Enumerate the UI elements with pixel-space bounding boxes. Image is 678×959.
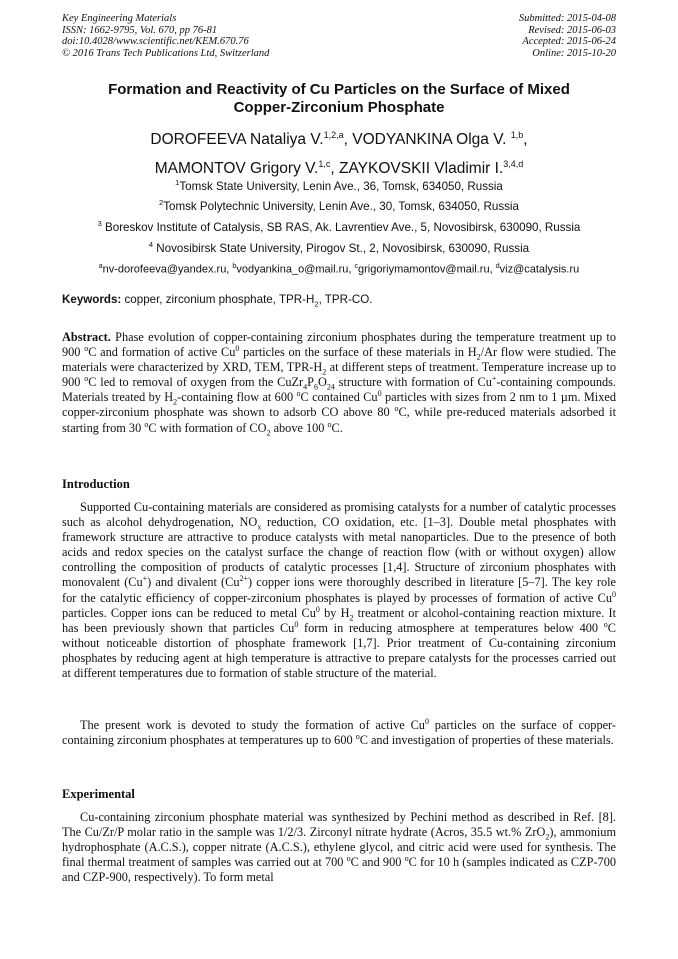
subscript: 2 [173, 397, 178, 407]
affiliation-1 [40, 176, 638, 194]
author-sep: , [343, 131, 353, 149]
abstract-text: above 100 [270, 420, 328, 435]
body-text: treatment or alcohol-containing reaction mixture. It has been previously shown that particles Cu [62, 605, 616, 635]
journal-info [62, 13, 269, 59]
author-affil-sup: 3,4,d [503, 159, 524, 170]
abstract-text: particles with sizes from 2 nm to 1 µm. Mixed copper-zirconium phosphate was shown to adsorb CO above 80 [62, 390, 616, 420]
accepted-date: Accepted: 2015-06-24 [522, 36, 616, 48]
affiliation-sup: 1 [175, 178, 180, 187]
affiliation-text: Novosibirsk State University, Pirogov St., 2, Novosibirsk, 630090, Russia [153, 241, 530, 255]
degree-sup: o [355, 732, 360, 741]
email-sup: c [354, 263, 358, 270]
degree-sup: o [296, 389, 301, 399]
oxidation-sup: 0 [377, 389, 382, 399]
oxidation-sup: 0 [315, 604, 320, 614]
body-text: Supported Cu-containing materials are considered as promising catalysts for a number of catalytic processes such as alcohol dehydrogenation, NO [62, 500, 616, 530]
oxidation-sup: + [142, 574, 148, 584]
author-sep: , [523, 131, 528, 149]
affiliation-4 [40, 238, 638, 256]
keywords-text: , TPR-CO. [318, 293, 373, 306]
abstract-text: -containing flow at 600 [177, 390, 297, 405]
email-sup: a [98, 263, 103, 270]
email-link[interactable]: viz@catalysis.ru [499, 263, 580, 276]
body-text: C for 10 h (samples indicated as CZP-700 and CZP-900, respectively). To form metal [62, 855, 616, 885]
author-affil-sup: 1,c [318, 159, 331, 170]
affiliation-text: Tomsk Polytechnic University, Lenin Ave., 30, Tomsk, 634050, Russia [163, 199, 519, 213]
keywords-label: Keywords: [62, 293, 122, 306]
abstract-text: /Ar flow were studied. The materials were characterized by XRD, TEM, TPR-H [62, 345, 616, 375]
revised-date: Revised: 2015-06-03 [528, 24, 616, 36]
subscript: 2 [476, 352, 481, 362]
abstract-text: particles on the surface of these materials in H [239, 345, 477, 360]
title-line-2: Copper-Zirconium Phosphate [233, 99, 445, 116]
author-name: DOROFEEVA Nataliya V. [150, 131, 324, 149]
body-text: form in reducing atmosphere at temperatures below 400 [298, 620, 604, 635]
subscript: x [257, 522, 262, 532]
oxidation-sup: 2+ [239, 574, 249, 584]
abstract-text: C. [331, 420, 343, 435]
abstract-text: Phase evolution of copper-containing zirconium phosphates during the temperature treatment up to 900 [62, 330, 616, 360]
submission-dates [519, 13, 616, 59]
affiliation-sup: 2 [159, 198, 164, 207]
subscript: 2 [545, 832, 550, 842]
abstract [62, 330, 616, 436]
body-text: C and investigation of properties of these materials. [359, 733, 614, 748]
author-emails [20, 260, 658, 277]
affiliation-text: Boreskov Institute of Catalysis, SB RAS, Ak. Lavrentiev Ave., 5, Novosibirsk, 630090, Russia [101, 220, 581, 234]
affiliation-2 [40, 196, 638, 214]
affiliation-text: Tomsk State University, Lenin Ave., 36, Tomsk, 634050, Russia [179, 179, 503, 193]
affiliation-3 [40, 217, 638, 235]
body-text: by H [319, 605, 350, 620]
degree-sup: o [404, 854, 409, 864]
oxidation-sup: + [491, 374, 497, 384]
journal-doi: doi:10.4028/www.scientific.net/KEM.670.76 [62, 36, 249, 48]
abstract-text: C and formation of active Cu [88, 345, 236, 360]
keywords-text: copper, zirconium phosphate, TPR-H [121, 293, 315, 306]
abstract-text: C with formation of CO [148, 420, 267, 435]
abstract-text: O [317, 375, 327, 390]
body-text: ), ammonium hydrophosphate (A.C.S.), copper nitrate (A.C.S.), ethylene glycol, and citric acid were used for synthesis. The final thermal treatment of samples was carried out at 700 [62, 825, 617, 870]
affiliation-sup: 3 [97, 219, 102, 228]
journal-name: Key Engineering Materials [62, 13, 177, 24]
affiliation-sup: 4 [148, 240, 154, 249]
abstract-text: C, while pre-reduced materials adsorbed it starting from 30 [62, 405, 616, 435]
degree-sup: o [84, 374, 89, 384]
keywords [62, 293, 616, 311]
abstract-text: P [307, 375, 314, 390]
journal-copyright: © 2016 Trans Tech Publications Ltd, Switzerland [62, 47, 270, 59]
author-name: MAMONTOV Grigory V. [154, 160, 319, 178]
body-text: Cu-containing zirconium phosphate material was synthesized by Pechini method as described in Ref. [8]. The Cu/Zr/P molar ratio in the sample was 1/2/3. Zirconyl nitrate hydrate (Acros, 35.5 wt.% ZrO [62, 810, 616, 840]
author-name: VODYANKINA Olga V. [352, 131, 511, 149]
body-text: particles. Copper ions can be reduced to metal Cu [62, 605, 316, 620]
author-list [62, 123, 616, 181]
subscript: 4 [303, 382, 308, 392]
email-link[interactable]: grigoriymamontov@mail.ru, [358, 263, 496, 276]
oxidation-sup: 0 [612, 589, 616, 599]
abstract-text: at different steps of treatment. Temperature increase up to 900 [62, 360, 616, 390]
email-link[interactable]: nv-dorofeeva@yandex.ru, [102, 263, 233, 276]
degree-sup: o [144, 419, 149, 429]
journal-issn: ISSN: 1662-9795, Vol. 670, pp 76-81 [62, 24, 218, 36]
author-name: ZAYKOVSKII Vladimir I. [339, 160, 504, 178]
subscript: 2 [314, 299, 319, 309]
abstract-text: -containing compounds. Materials treated by H [62, 375, 616, 405]
body-text: reduction, CO oxidation, etc. [1–3]. Double metal phosphates with framework structure are attractive to produce catalysts with metal nanoparticles. Due to the presence of both acids and redox species on the catalyst surface the change of reaction flow (with or without oxygen) allow controlling the composition of products of catalytic processes [1,4]. Structure of zirconium phosphates with monovalent (Cu [62, 515, 616, 590]
introduction-paragraph-2 [62, 718, 616, 748]
body-text: particles on the surface of copper-containing zirconium phosphates at temperatures up to 600 [62, 718, 616, 748]
experimental-paragraph-1 [62, 810, 616, 885]
author-sep: , [330, 160, 340, 178]
body-text: ) copper ions were thoroughly described in literature [5–7]. The key role for the catalytic efficiency of copper-zirconium phosphates is played by processes of formation of active Cu [62, 575, 616, 605]
degree-sup: o [603, 619, 608, 629]
subscript: 6 [313, 382, 318, 392]
body-text: C without noticeable distortion of phosphate framework [1,7]. Prior treatment of Cu-containing zirconium phosphates by reducing agent at high temperature is attractive to prepare catalysts for the processes carried out at different temperatures due to formation of stable structure of the material. [62, 620, 616, 681]
oxidation-sup: 0 [424, 716, 429, 726]
online-date: Online: 2015-10-20 [532, 47, 616, 59]
introduction-paragraph-1 [62, 500, 616, 681]
body-text: ) and divalent (Cu [147, 575, 240, 590]
degree-sup: o [394, 404, 399, 414]
authors-line-1 [62, 123, 616, 152]
author-affil-sup: 1,2,a [323, 130, 344, 140]
email-sup: b [232, 263, 237, 270]
abstract-label: Abstract. [62, 330, 111, 344]
degree-sup: o [84, 344, 89, 353]
subscript: 2 [322, 367, 327, 377]
abstract-text: C led to removal of oxygen from the CuZr [88, 375, 304, 390]
abstract-text: structure with formation of Cu [334, 375, 492, 390]
degree-sup: o [346, 854, 351, 864]
title-line-1: Formation and Reactivity of Cu Particles on the Surface of Mixed [108, 81, 570, 98]
email-sup: d [495, 263, 500, 270]
body-text: C and 900 [350, 855, 405, 870]
section-heading-introduction: Introduction [62, 477, 130, 491]
email-link[interactable]: vodyankina_o@mail.ru, [236, 263, 355, 276]
subscript: 24 [326, 382, 335, 392]
oxidation-sup: 0 [294, 619, 299, 629]
subscript: 2 [266, 428, 271, 438]
degree-sup: o [327, 419, 332, 429]
oxidation-sup: 0 [235, 344, 240, 353]
section-heading-experimental: Experimental [62, 787, 135, 801]
body-text: The present work is devoted to study the formation of active Cu [80, 718, 425, 732]
abstract-text: C contained Cu [300, 390, 378, 405]
author-affil-sup: 1,b [510, 130, 524, 140]
subscript: 2 [349, 613, 354, 623]
submitted-date: Submitted: 2015-04-08 [518, 13, 616, 24]
paper-title [62, 81, 616, 117]
